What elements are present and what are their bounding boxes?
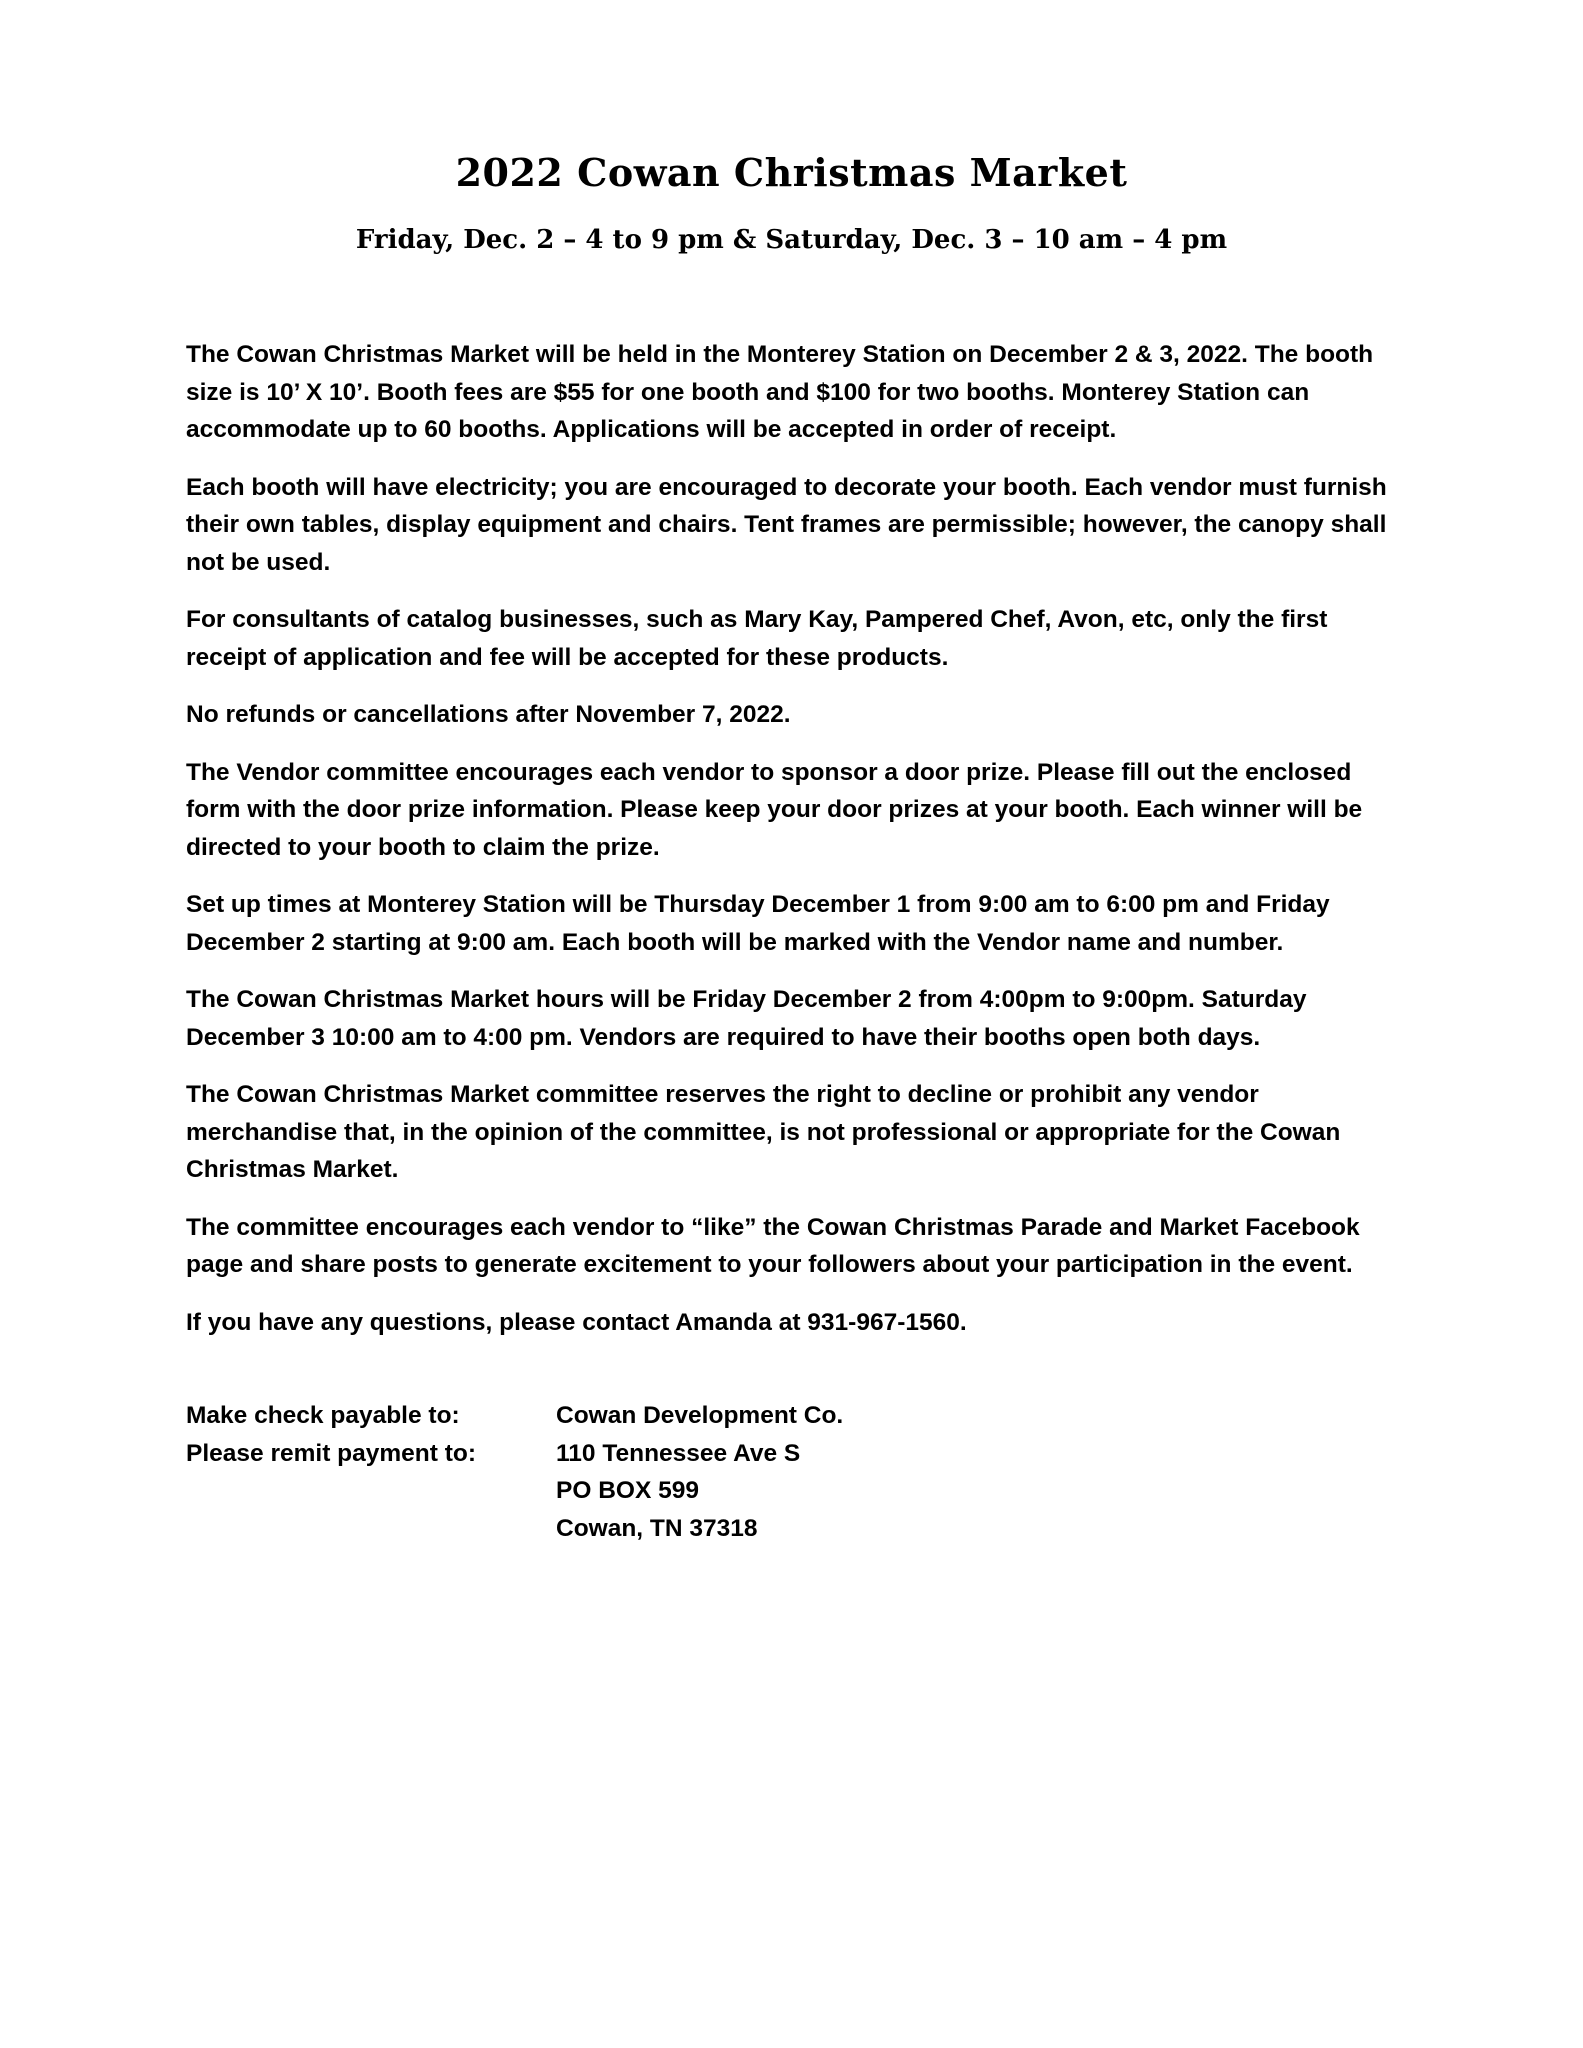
payment-info	[186, 1397, 843, 1547]
address-line-city: Cowan, TN 37318	[556, 1514, 758, 1542]
address-line-pobox: PO BOX 599	[556, 1477, 699, 1504]
remit-label: Please remit payment to:	[186, 1439, 477, 1467]
paragraph-market-hours: The Cowan Christmas Market hours will be Friday December 2 from 4:00pm to 9:00pm. Saturday December 3 10:00 am to 4:00 pm. Vendors are required to have their booths open both days.	[186, 986, 1307, 1051]
event-dates-subtitle: Friday, Dec. 2 – 4 to 9 pm & Saturday, Dec. 3 – 10 am – 4 pm	[355, 225, 1228, 255]
paragraph-door-prize: The Vendor committee encourages each vendor to sponsor a door prize. Please fill out the enclosed form with the door prize information. Please keep your door prizes at your booth. Each winner will be directed to your booth to claim the prize.	[186, 758, 1363, 861]
address-row-pobox	[186, 1472, 843, 1510]
paragraph-setup-times: Set up times at Monterey Station will be Thursday December 1 from 9:00 am to 6:00 pm and Friday December 2 starting at 9:00 am. Each booth will be marked with the Vendor name and number.	[186, 891, 1330, 956]
document-body	[186, 336, 1401, 1361]
remit-row	[186, 1435, 843, 1473]
address-indent	[186, 1472, 556, 1510]
paragraph-booth-setup: Each booth will have electricity; you are encouraged to decorate your booth. Each vendor must furnish their own tables, display equipment and chairs. Tent frames are permissible; however, the canopy shall not be used.	[186, 473, 1387, 576]
payable-row	[186, 1397, 843, 1435]
paragraph-contact: If you have any questions, please contact Amanda at 931-967-1560.	[186, 1308, 967, 1336]
paragraph-committee-rights: The Cowan Christmas Market committee reserves the right to decline or prohibit any vendor merchandise that, in the opinion of the committee, is not professional or appropriate for the Cowan Christmas Market.	[186, 1081, 1341, 1183]
address-row-city	[186, 1510, 843, 1548]
payable-value: Cowan Development Co.	[556, 1402, 844, 1429]
paragraph-facebook: The committee encourages each vendor to “like” the Cowan Christmas Parade and Market Facebook page and share posts to generate excitement to your followers about your participation in the event.	[186, 1213, 1360, 1278]
document-title: 2022 Cowan Christmas Market	[455, 150, 1128, 195]
address-indent	[186, 1510, 556, 1548]
paragraph-location-fees: The Cowan Christmas Market will be held in the Monterey Station on December 2 & 3, 2022. The booth size is 10’ X 10’. Booth fees are $55 for one booth and $100 for two booths. Monterey Station can accommodate up to 60 booths. Applications will be accepted in order of receipt.	[186, 341, 1374, 443]
payable-label: Make check payable to:	[186, 1402, 460, 1429]
address-line-street: 110 Tennessee Ave S	[556, 1439, 801, 1467]
paragraph-catalog-consultants: For consultants of catalog businesses, such as Mary Kay, Pampered Chef, Avon, etc, only the first receipt of application and fee will be accepted for these products.	[186, 606, 1328, 671]
paragraph-refunds: No refunds or cancellations after November 7, 2022.	[186, 701, 791, 728]
